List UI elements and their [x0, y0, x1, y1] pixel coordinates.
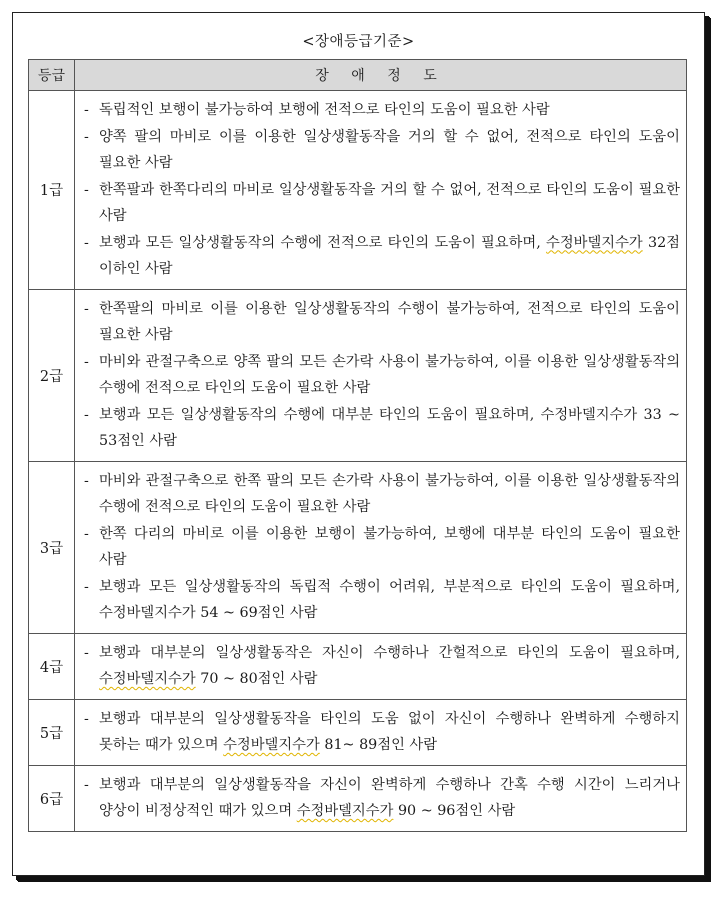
list-item: - 독립적인 보행이 불가능하여 보행에 전적으로 타인의 도움이 필요한 사람	[81, 97, 680, 124]
table-row	[29, 699, 687, 765]
list-item: - 마비와 관절구축으로 양쪽 팔의 모든 손가락 사용이 불가능하여, 이를 이용한 일상생활동작의 수행에 전적으로 타인의 도움이 필요한 사람	[81, 349, 680, 402]
table-row	[29, 289, 687, 461]
list-item: - 보행과 모든 일상생활동작의 수행에 대부분 타인의 도움이 필요하며, 수정바델지수가 33 ~ 53점인 사람	[81, 402, 680, 455]
header-row	[29, 60, 687, 91]
spell-marked-term: 수정바델지수가	[546, 234, 643, 251]
description-cell	[75, 633, 687, 699]
list-item: - 한쪽팔과 한쪽다리의 마비로 일상생활동작을 거의 할 수 없어, 전적으로 타인의 도움이 필요한 사람	[81, 177, 680, 230]
document-frame	[12, 12, 705, 876]
header-grade: 등급	[29, 60, 75, 91]
description-cell	[75, 699, 687, 765]
spell-marked-term: 수정바델지수가	[223, 737, 320, 753]
list-item: - 한쪽팔의 마비로 이를 이용한 일상생활동작의 수행이 불가능하여, 전적으로 타인의 도움이 필요한 사람	[81, 296, 680, 349]
table-row	[29, 461, 687, 633]
list-item: - 양쪽 팔의 마비로 이를 이용한 일상생활동작을 거의 할 수 없어, 전적으로 타인의 도움이 필요한 사람	[81, 124, 680, 177]
table-row	[29, 91, 687, 290]
grade-cell: 6급	[29, 765, 75, 831]
list-item: - 보행과 대부분의 일상생활동작은 자신이 수행하나 간헐적으로 타인의 도움이 필요하며, 수정바델지수가 70 ~ 80점인 사람	[81, 640, 680, 693]
list-item: - 보행과 대부분의 일상생활동작을 타인의 도움 없이 자신이 수행하나 완벽하게 수행하지 못하는 때가 있으며 수정바델지수가 81~ 89점인 사람	[81, 706, 680, 759]
table-row	[29, 765, 687, 831]
spell-marked-term: 수정바델지수가	[99, 671, 196, 687]
table-caption: <장애등급기준>	[302, 34, 415, 50]
grade-cell: 1급	[29, 91, 75, 290]
description-cell	[75, 91, 687, 290]
list-item: - 보행과 모든 일상생활동작의 독립적 수행이 어려워, 부분적으로 타인의 도움이 필요하며, 수정바델지수가 54 ~ 69점인 사람	[81, 574, 680, 627]
list-item: - 보행과 모든 일상생활동작의 수행에 전적으로 타인의 도움이 필요하며, 수정바델지수가 32점 이하인 사람	[81, 230, 680, 283]
list-item: - 한쪽 다리의 마비로 이를 이용한 보행이 불가능하여, 보행에 대부분 타인의 도움이 필요한 사람	[81, 521, 680, 574]
grade-cell: 4급	[29, 633, 75, 699]
spell-marked-term: 수정바델지수가	[296, 803, 394, 819]
header-degree: 장 애 정 도	[75, 60, 687, 91]
grade-cell: 3급	[29, 461, 75, 633]
description-cell	[75, 289, 687, 461]
description-cell	[75, 765, 687, 831]
description-cell	[75, 461, 687, 633]
list-item: - 보행과 대부분의 일상생활동작을 자신이 완벽하게 수행하나 간혹 수행 시간이 느리거나 양상이 비정상적인 때가 있으며 수정바델지수가 90 ~ 96점인 사람	[81, 772, 680, 825]
grade-cell: 2급	[29, 289, 75, 461]
list-item: - 마비와 관절구축으로 한쪽 팔의 모든 손가락 사용이 불가능하여, 이를 이용한 일상생활동작의 수행에 전적으로 타인의 도움이 필요한 사람	[81, 468, 680, 521]
grade-cell: 5급	[29, 699, 75, 765]
disability-grade-table	[28, 59, 687, 832]
table-row	[29, 633, 687, 699]
